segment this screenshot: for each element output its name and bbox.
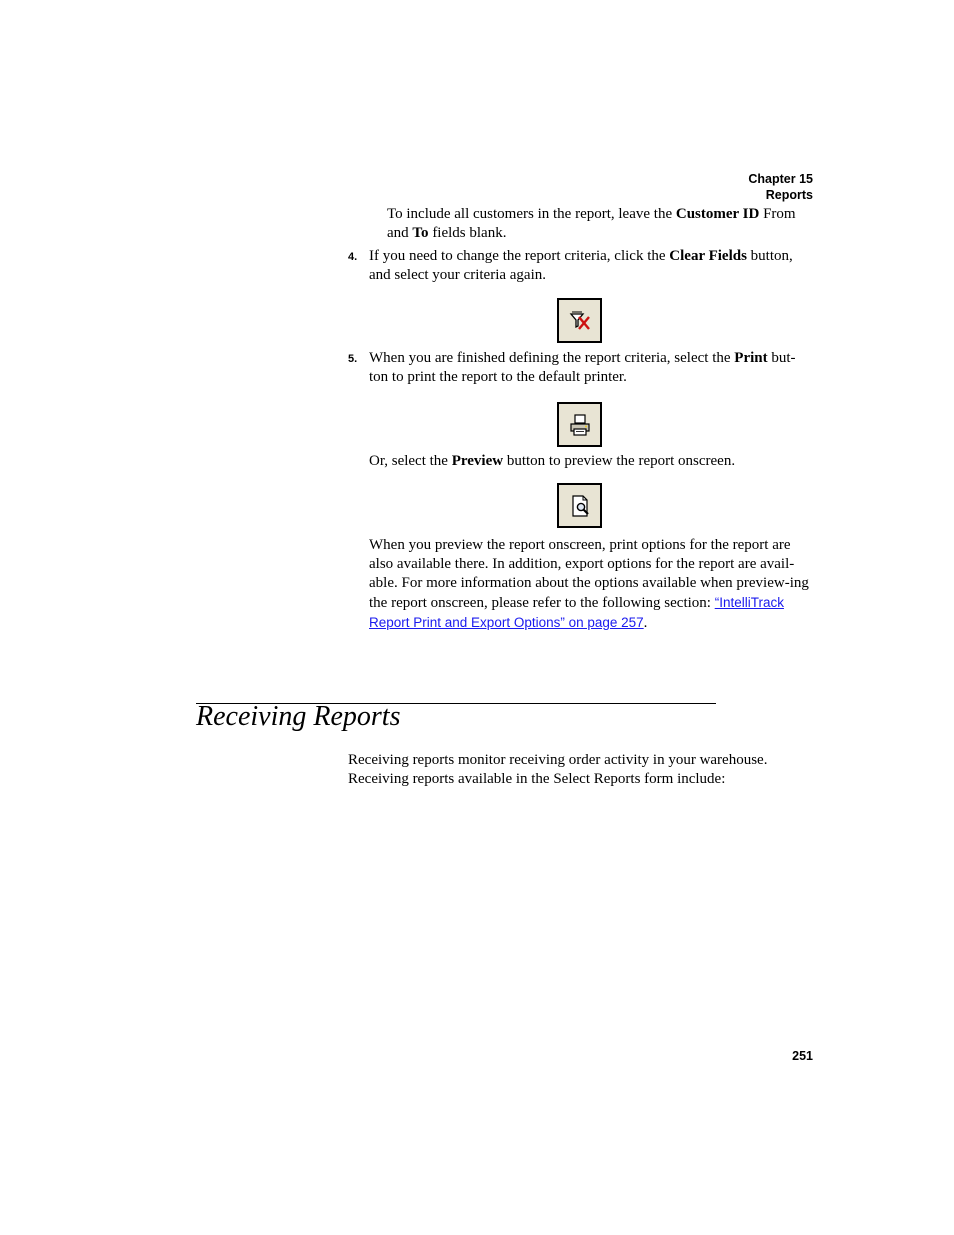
section-body: Receiving reports monitor receiving order activity in your warehouse. Receiving reports available in the Select Reports form include:: [348, 752, 768, 787]
clear-fields-term: Clear Fields: [669, 248, 747, 264]
section-heading: Receiving Reports: [196, 701, 401, 732]
print-export-options-link[interactable]: “IntelliTrack Report Print and Export Options” on page 257: [369, 595, 784, 630]
chapter-label: Chapter 15: [748, 172, 813, 186]
printer-icon: [567, 412, 593, 438]
clear-fields-icon: [567, 308, 593, 334]
step-4-text: If you need to change the report criteria, click the Clear Fields button, and select your criteria again.: [369, 248, 793, 283]
preview-info-paragraph: When you preview the report onscreen, print options for the report are also available there. In addition, export options for the report are avail-able. For more information about the options available when preview-ing the report onscreen, please refer to the following section: “IntelliTrack Report Print and Export Options” on page 257.: [369, 537, 809, 631]
page-number: 251: [792, 1049, 813, 1063]
preview-icon: [567, 493, 593, 519]
print-term: Print: [734, 350, 768, 366]
customer-id-term: Customer ID: [675, 206, 760, 222]
clear-fields-button[interactable]: [557, 298, 602, 343]
step-5-text: When you are finished defining the report criteria, select the Print but-ton to print the report to the default printer.: [369, 350, 796, 385]
running-header: [748, 171, 813, 203]
to-term: To: [412, 225, 429, 241]
preview-term: Preview: [451, 453, 504, 469]
preview-paragraph: Or, select the Preview button to preview the report onscreen.: [369, 453, 736, 469]
preview-button[interactable]: [557, 483, 602, 528]
intro-paragraph: To include all customers in the report, leave the Customer ID From and To fields blank.: [387, 206, 796, 241]
step-5-number: 5.: [348, 353, 358, 365]
step-4-number: 4.: [348, 251, 358, 263]
chapter-title: Reports: [765, 188, 813, 202]
print-button[interactable]: [557, 402, 602, 447]
